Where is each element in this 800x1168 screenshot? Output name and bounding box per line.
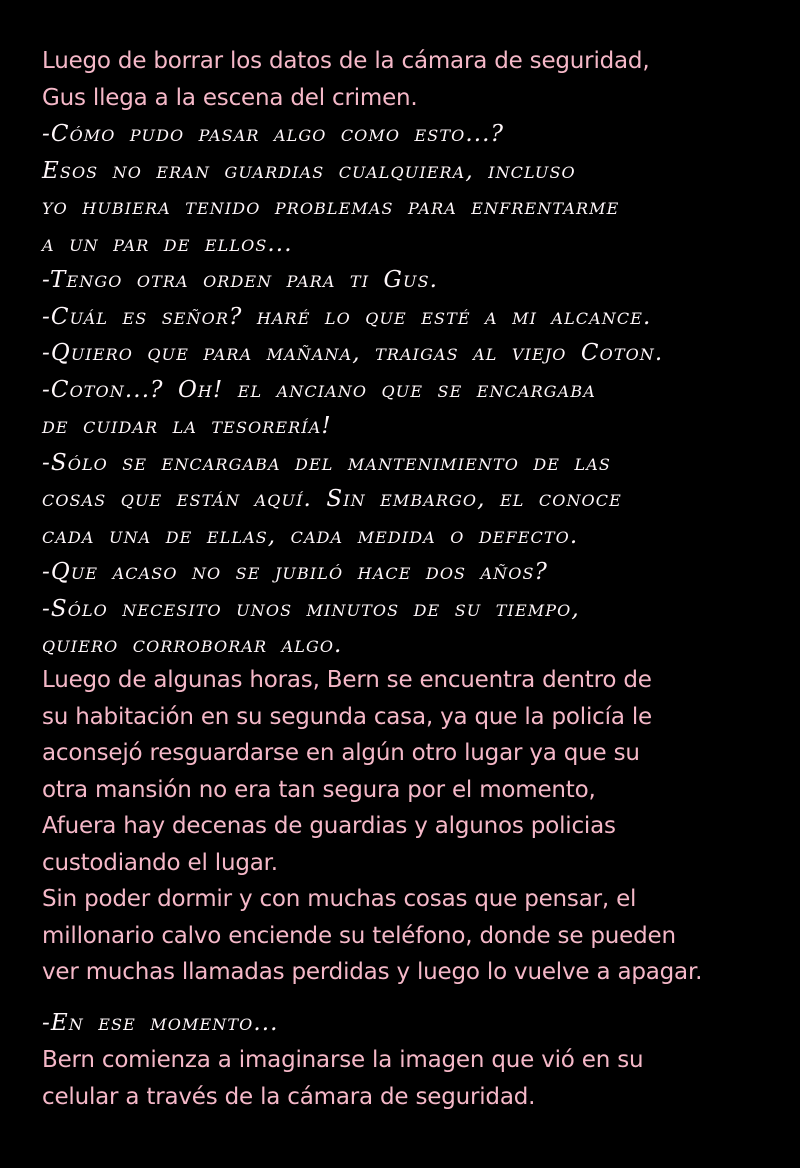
dialogue-line: -Tengo otra orden para ti Gus. — [42, 267, 439, 293]
dialogue-line: -Sólo se encargaba del mantenimiento de las — [42, 449, 611, 476]
narration-line: millonario calvo enciende su teléfono, donde se pueden — [42, 922, 676, 949]
narration-line: custodiando el lugar. — [42, 849, 278, 876]
narration-line: Sin poder dormir y con muchas cosas que pensar, el — [42, 886, 637, 912]
narration-line: Bern comienza a imaginarse la imagen que vió en su — [42, 1047, 644, 1073]
narration-line: su habitación en su segunda casa, ya que la policía le — [42, 703, 652, 730]
dialogue-line: cosas que están aquí. Sin embargo, el conoce — [42, 486, 622, 512]
narration-line: Gus llega a la escena del crimen. — [42, 84, 418, 111]
dialogue-line: de cuidar la tesorería! — [42, 413, 332, 439]
narration-block-1 — [42, 43, 649, 116]
narration-line: Luego de algunas horas, Bern se encuentra dentro de — [42, 667, 652, 693]
dialogue-line: -Cuál es señor? haré lo que esté a mi alcance. — [42, 303, 652, 330]
narration-line: aconsejó resguardarse en algún otro lugar ya que su — [42, 740, 640, 766]
dialogue-line: cada una de ellas, cada medida o defecto. — [42, 522, 579, 549]
narration-line: otra mansión no era tan segura por el momento, — [42, 776, 596, 803]
dialogue-line: quiero corroborar algo. — [42, 632, 343, 658]
narration-line: celular a través de la cámara de seguridad. — [42, 1083, 536, 1110]
dialogue-line: -Quiero que para mañana, traigas al viejo Coton. — [42, 340, 664, 366]
dialogue-line: -Cómo pudo pasar algo como esto...? — [42, 121, 505, 147]
narration-line: ver muchas llamadas perdidas y luego lo vuelve a apagar. — [42, 959, 703, 985]
narration-line: Afuera hay decenas de guardias y algunos policias — [42, 813, 616, 839]
dialogue-line: Esos no eran guardias cualquiera, incluso — [42, 157, 576, 184]
dialogue-line: -Coton...? Oh! el anciano que se encargaba — [42, 376, 596, 403]
dialogue-line: -Que acaso no se jubiló hace dos años? — [42, 559, 548, 585]
dialogue-line: -En ese momento... — [42, 1010, 279, 1036]
dialogue-block-2 — [42, 1005, 279, 1042]
narration-block-3 — [42, 1042, 643, 1115]
dialogue-line: yo hubiera tenido problemas para enfrentarme — [42, 194, 620, 220]
narration-block-2 — [42, 662, 702, 991]
narration-line: Luego de borrar los datos de la cámara de seguridad, — [42, 48, 650, 74]
dialogue-line: -Sólo necesito unos minutos de su tiempo, — [42, 595, 580, 622]
dialogue-block-1 — [42, 116, 663, 664]
dialogue-line: a un par de ellos... — [42, 230, 293, 257]
